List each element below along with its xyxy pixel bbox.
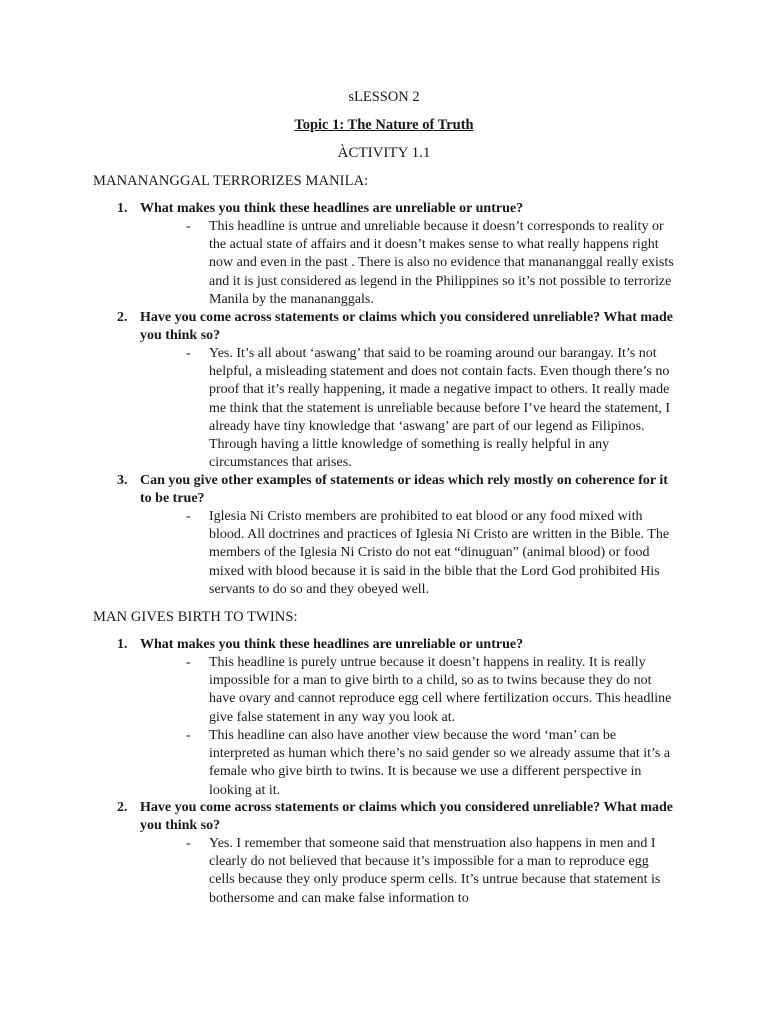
question-text: Can you give other examples of statements or ideas which rely mostly on coherence for it to be true? [140,473,668,507]
answer-text: Yes. It’s all about ‘aswang’ that said to be roaming around our barangay. It’s not helpful, a misleading statement and does not contain facts. Even though there’s no proof that it’s really happening, it made a negative impact to others. It really made me think that the statement is unreliable because before I’ve heard the statement, I already have tiny knowledge that ‘aswang’ are part of our legend as Filipinos. Through having a little knowledge of something is really helpful in any circumstances that arises. [209,346,671,471]
question-number: 1. [117,637,128,652]
answer-text: Yes. I remember that someone said that menstruation also happens in men and I clearly do not believed that because it’s impossible for a man to reproduce egg cells because they only produce sperm cells. It’s untrue because that statement is bothersome and can make false information to [209,836,661,906]
answer-item [186,727,676,800]
question-text: What makes you think these headlines are unreliable or untrue? [140,637,524,652]
question-number: 3. [117,473,128,488]
question-item [117,472,677,508]
answer-text: This headline is purely untrue because it doesn’t happens in reality. It is really impossible for a man to give birth to a child, so as to twins because they do not have ovary and cannot reproduce egg cell where fertilization occurs. This headline give false statement in any way you look at. [209,655,672,725]
answer-text: This headline can also have another view because the word ‘man’ can be interpreted as human which there’s no said gender so we already assume that it’s a female who give birth to twins. It is because we use a different perspective in looking at it. [209,728,671,798]
answer-item [186,218,676,309]
activity-title: ÀCTIVITY 1.1 [337,145,431,161]
lesson-title: sLESSON 2 [348,89,420,105]
answer-item [186,345,676,472]
section-heading-manananggal: MANANANGGAL TERRORIZES MANILA: [93,173,369,189]
question-text: Have you come across statements or claims which you considered unreliable? What made you think so? [140,310,674,344]
bullet-dash: - [186,346,191,361]
answer-item [186,654,676,727]
bullet-dash: - [186,836,191,851]
bullet-dash: - [186,655,191,670]
bullet-dash: - [186,728,191,743]
question-number: 1. [117,201,128,216]
answer-item [186,508,676,599]
question-number: 2. [117,800,128,815]
topic-title: Topic 1: The Nature of Truth [294,117,474,133]
answer-text: Iglesia Ni Cristo members are prohibited to eat blood or any food mixed with blood. All doctrines and practices of Iglesia Ni Cristo are written in the Bible. The members of the Iglesia Ni Cristo do not eat “dinuguan” (animal blood) or food mixed with blood because it is said in the bible that the Lord God prohibited His servants to do so and they obeyed well. [209,509,670,597]
question-item [117,309,677,345]
question-text: Have you come across statements or claims which you considered unreliable? What made you think so? [140,800,674,834]
question-text: What makes you think these headlines are unreliable or untrue? [140,201,524,216]
question-number: 2. [117,310,128,325]
answer-item [186,835,676,908]
bullet-dash: - [186,509,191,524]
answer-text: This headline is untrue and unreliable because it doesn’t corresponds to reality or the actual state of affairs and it doesn’t makes sense to what really happens right now and even in the past . There is also no evidence that manananggal really exists and it is just considered as legend in the Philippines so it’s not possible to terrorize Manila by the manananggals. [209,219,674,307]
question-item [117,799,677,835]
question-item [117,200,677,218]
section-heading-man-twins: MAN GIVES BIRTH TO TWINS: [93,609,298,625]
bullet-dash: - [186,219,191,234]
question-item [117,636,677,654]
